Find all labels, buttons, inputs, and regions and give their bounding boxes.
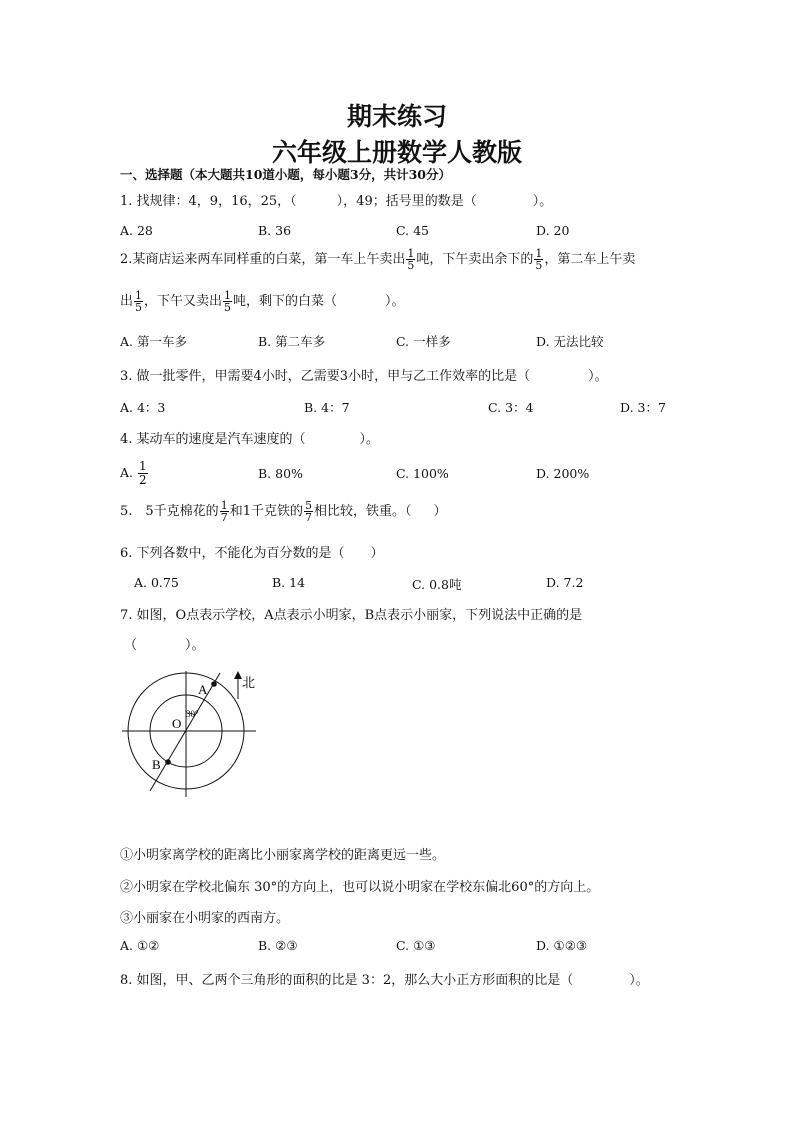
q4-option-b: B. 80% bbox=[258, 466, 303, 481]
question-7-answer-paren: （ ）。 bbox=[124, 638, 205, 653]
label-b: B bbox=[152, 757, 161, 772]
north-label: 北 bbox=[242, 675, 256, 690]
compass-diagram bbox=[118, 665, 268, 800]
question-8: 8. 如图，甲、乙两个三角形的面积的比是 3：2，那么大小正方形面积的比是（ ）。 bbox=[120, 973, 649, 988]
fraction: $\frac{1}{5}$ bbox=[224, 289, 232, 314]
question-6: 6. 下列各数中，不能化为百分数的是（ ） bbox=[120, 546, 384, 561]
fraction: $\frac{1}{2}$ bbox=[139, 459, 147, 487]
q4-option-a: A. $\frac{1}{2}$ bbox=[120, 459, 147, 487]
q1-option-a: A. 28 bbox=[120, 223, 153, 238]
angle-label: 30° bbox=[186, 709, 199, 719]
question-3: 3. 做一批零件，甲需要4小时，乙需要3小时，甲与乙工作效率的比是（ ）。 bbox=[120, 369, 608, 384]
q2-option-d: D. 无法比较 bbox=[536, 334, 604, 349]
north-arrow-head bbox=[234, 671, 242, 679]
direction-line bbox=[150, 673, 220, 791]
q2-option-c: C. 一样多 bbox=[396, 334, 451, 349]
fraction: $\frac{1}{5}$ bbox=[135, 289, 143, 314]
q3-option-d: D. 3：7 bbox=[620, 400, 666, 415]
q7-option-d: D. ①②③ bbox=[536, 938, 588, 953]
q1-option-c: C. 45 bbox=[396, 223, 429, 238]
fraction: $\frac{1}{5}$ bbox=[407, 247, 415, 272]
q7-option-b: B. ②③ bbox=[258, 938, 298, 953]
q7-option-a: A. ①② bbox=[120, 938, 160, 953]
question-1-text: 1. 找规律：4，9，16，25，（ bbox=[120, 194, 297, 209]
q2-option-b: B. 第二车多 bbox=[258, 334, 326, 349]
question-2-line-2: 出 $\frac{1}{5}$ ，下午又卖出 $\frac{1}{5}$ 吨，剩下的白菜（ ）。 bbox=[120, 289, 405, 314]
q6-option-a: A. 0.75 bbox=[134, 575, 179, 590]
question-1: 1. 找规律：4，9，16，25，（ ），49；括号里的数是（ ）。 bbox=[120, 194, 553, 209]
page-subtitle: 六年级上册数学人教版 bbox=[271, 138, 522, 167]
q4-option-d: D. 200% bbox=[536, 466, 590, 481]
q7-option-c: C. ①③ bbox=[396, 938, 436, 953]
q3-option-c: C. 3：4 bbox=[488, 400, 534, 415]
q3-option-a: A. 4：3 bbox=[120, 400, 166, 415]
fraction: $\frac{5}{7}$ bbox=[304, 499, 312, 524]
question-1-text-b: ），49；括号里的数是（ bbox=[336, 194, 477, 209]
q1-option-b: B. 36 bbox=[258, 223, 292, 238]
question-7: 7. 如图，O点表示学校，A点表示小明家，B点表示小丽家，下列说法中正确的是 bbox=[120, 608, 583, 623]
label-a: A bbox=[198, 682, 208, 697]
point-a bbox=[211, 681, 217, 687]
q6-option-d: D. 7.2 bbox=[546, 575, 584, 590]
q6-option-c: C. 0.8吨 bbox=[412, 577, 462, 592]
question-5: 5. 5千克棉花的 $\frac{1}{7}$ 和1千克铁的 $\frac{5}{7}$ 相比较，铁重。（ ） bbox=[120, 499, 447, 524]
fraction: $\frac{1}{7}$ bbox=[220, 499, 228, 524]
question-2-line-1: 2.某商店运来两车同样重的白菜，第一车上午卖出 $\frac{1}{5}$ 吨，下午卖出余下的 $\frac{1}{5}$ ，第二车上午卖 bbox=[120, 247, 636, 272]
question-4: 4. 某动车的速度是汽车速度的（ ）。 bbox=[120, 432, 380, 447]
q1-option-d: D. 20 bbox=[536, 223, 570, 238]
q6-option-b: B. 14 bbox=[272, 575, 306, 590]
q4-option-c: C. 100% bbox=[396, 466, 449, 481]
point-b bbox=[165, 759, 171, 765]
statement-3: ③小丽家在小明家的西南方。 bbox=[120, 911, 290, 926]
statement-1: ①小明家离学校的距离比小丽家离学校的距离更远一些。 bbox=[120, 848, 446, 863]
page-title: 期末练习 bbox=[346, 102, 447, 131]
section-heading: 一、选择题（本大题共10道小题，每小题3分，共计30分） bbox=[120, 167, 451, 182]
statement-2: ②小明家在学校北偏东 30°的方向上，也可以说小明家在学校东偏北60°的方向上。 bbox=[120, 880, 600, 895]
fraction: $\frac{1}{5}$ bbox=[535, 247, 543, 272]
q3-option-b: B. 4：7 bbox=[304, 400, 350, 415]
label-o: O bbox=[172, 716, 182, 731]
q2-option-a: A. 第一车多 bbox=[120, 334, 187, 349]
